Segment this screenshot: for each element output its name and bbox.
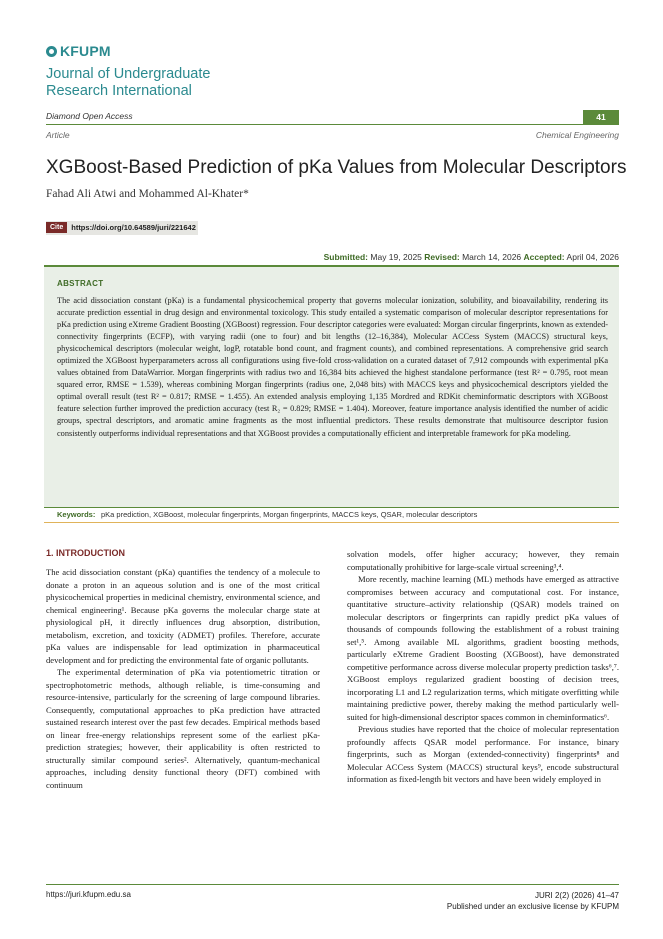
journal-name [46,66,210,100]
journal-logo [46,43,111,59]
section-label: Chemical Engineering [535,130,619,140]
paragraph: The acid dissociation constant (pKa) quantifies the tendency of a molecule to donate a proton in an aqueous solution and is one of the most critical physicochemical properties in medicinal chemistry, environmental science, and chemical engineering¹. Because pKa governs the molecular charge state at physiological pH, it directly influences drug absorption, distribution, metabolism, excretion, and toxicity (ADMET) profiles. Therefore, accurate pKa values are indispensable for lead optimization in pharmaceutical development and for predicting the environmental fate of organic pollutants. [46,567,320,665]
submitted-label: Submitted: [323,252,369,262]
header-divider [46,124,619,125]
keywords-list: pKa prediction, XGBoost, molecular fingerprints, Morgan fingerprints, MACCS keys, QSAR, molecular descriptors [101,510,478,519]
volume-citation: JURI 2(2) (2026) 41–47 [534,891,619,900]
revised-date: March 14, 2026 [462,252,522,262]
cite-label: Cite [46,222,67,233]
footer-divider [46,884,619,885]
accepted-label: Accepted: [523,252,565,262]
accepted-date: April 04, 2026 [566,252,619,262]
submitted-date: May 19, 2025 [370,252,422,262]
paragraph: More recently, machine learning (ML) methods have emerged as attractive compromises between accuracy and computational cost. For instance, quantitative structure–activity relationship (QSAR) models trained on molecular descriptors or fingerprints can rapidly predict pKa values of thousands of compounds following the establishment of a robust training set¹,⁵. Among available ML algorithms, gradient boosting methods, particularly eXtreme Gradient Boosting (XGBoost), have demonstrated competitive performance across diverse molecular property prediction tasks⁶,⁷. XGBoost employs regularized gradient boosting of decision trees, incorporating L1 and L2 regularization terms, which mitigate overfitting while maintaining predictive power, thereby making the method particularly well-suited for high-dimensional descriptor spaces common in cheminformatics⁶. [347,574,619,722]
paragraph: The experimental determination of pKa via potentiometric titration or spectrophotometric methods, although reliable, is time-consuming and resource-intensive, particularly for the screening of large compound libraries. Consequently, computational approaches to pKa prediction have attracted sustained research interest over the past few decades. Empirical methods based on linear free-energy relationships represent some of the earliest pKa-prediction strategies; however, their applicability is often restricted to structurally similar compound series². Alternatively, quantum-mechanical approaches, including density functional theory (DFT) combined with continuum [46,667,320,790]
abstract-box [44,265,619,508]
paragraph: Previous studies have reported that the choice of molecular representation profoundly affects QSAR model performance. For instance, binary fingerprints, such as Morgan (extended-connectivity) fingerprints⁸ and Molecular ACCess System (MACCS) structural keys⁹, encode substructural information as fixed-length bit vectors and have been widely employed in [347,724,619,784]
author-list: Fahad Ali Atwi and Mohammed Al-Khater* [46,188,249,200]
page-number-badge: 41 [583,110,619,124]
left-column [46,566,320,791]
access-type: Diamond Open Access [46,111,133,121]
footer-citation [447,890,619,912]
logo-text: KFUPM [60,43,111,59]
kfupm-logo-icon [46,46,57,57]
journal-name-line1: Journal of Undergraduate [46,66,211,82]
keywords-label: Keywords: [57,510,96,519]
section-heading-introduction: 1. INTRODUCTION [46,548,126,558]
doi-link[interactable]: https://doi.org/10.64589/juri/221642 [71,223,196,232]
cite-bar [46,222,196,233]
journal-url-link[interactable]: https://juri.kfupm.edu.sa [46,890,131,899]
abstract-heading: ABSTRACT [57,279,104,288]
revised-label: Revised: [424,252,460,262]
keywords-bar [44,508,619,523]
publication-dates [324,252,619,262]
paper-title: XGBoost-Based Prediction of pKa Values from Molecular Descriptors [46,157,627,178]
paragraph: solvation models, offer higher accuracy; however, they remain computationally prohibitive for large-scale virtual screening³,⁴. [347,549,619,572]
license-note: Published under an exclusive license by KFUPM [446,902,619,911]
article-type: Article [46,130,70,140]
right-column [347,548,619,786]
abstract-text: The acid dissociation constant (pKa) is a fundamental physicochemical property that governs molecular ionization, solubility, and bioavailability, rendering its accurate prediction essential in drug design and environmental toxicology. This study entailed a systematic comparison of molecular descriptor representations for pKa prediction using eXtreme Gradient Boosting (XGBoost) regression. Four descriptor categories were evaluated: Morgan circular fingerprints, known as extended-connectivity fingerprints (ECFP), with varying radii (one to four) and bit lengths (12–16,384), Molecular ACCess System (MACCS) structural keys, physicochemical descriptors (molecular weight, logP, rotatable bond count, and fragment counts), and combined representations. A comprehensive grid search optimized the XGBoost hyperparameters across all configurations using five-fold cross-validation on a curated dataset of 7,912 compounds with experimental pKa values obtained from DataWarrior. Morgan fingerprints with radius two and 16,384 bits achieved the highest standalone performance (test R² = 0.795, root mean squared error, RMSE = 1.539), whereas combining Morgan fingerprints (radius one, 2,048 bits) with MACCS keys and physicochemical descriptors yielded the optimal overall result (test R² = 0.817; RMSE = 1.455). An extended analysis employing 1,135 Mordred and RDKit cheminformatic descriptors with XGBoost feature selection further improved the prediction accuracy (test R₂ = 0.829; RMSE = 1.404). Moreover, feature importance analysis identified the number of acidic groups, spectral descriptors, and aromatic amine fragments as the most influential predictors. These results demonstrate that multisource descriptor fusion consistently outperforms individual representations and that XGBoost provides a computationally efficient and interpretable framework for pKa modeling. [57,296,608,438]
journal-name-line2: Research International [46,83,192,99]
